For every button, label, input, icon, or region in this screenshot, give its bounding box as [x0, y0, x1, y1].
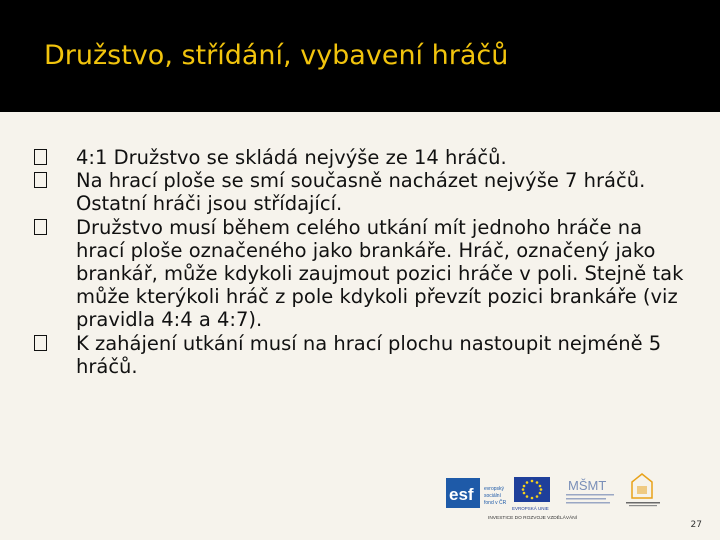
esf-caption-2: sociální: [484, 493, 501, 499]
title-bar: [0, 0, 720, 112]
bullet-list: [34, 146, 694, 378]
bullet-item: [34, 146, 694, 169]
bullet-marker-icon: [34, 149, 47, 165]
esf-caption-1: evropský: [484, 486, 505, 492]
bullet-marker-icon: [34, 335, 47, 351]
esf-logo-text: esf: [449, 485, 474, 504]
bullet-marker-icon: [34, 219, 47, 235]
page-number: 27: [690, 520, 702, 530]
bullet-item: [34, 216, 694, 332]
msmt-logo: [566, 478, 614, 504]
funding-logos: [446, 472, 668, 522]
bullet-text: K zahájení utkání musí na hrací plochu nastoupit nejméně 5 hráčů.: [76, 331, 662, 378]
bullet-text: Družstvo musí během celého utkání mít jednoho hráče na hrací ploše označeného jako brankáře. Hráč, označený jako brankář, může kdykoli zaujmout pozici hráče v poli. Stejně tak může kterýkoli hráč z pole kdykoli převzít pozici brankáře (viz pravidla 4:4 a 4:7).: [76, 215, 684, 332]
bullet-text: Na hrací ploše se smí současně nacházet nejvýše 7 hráčů. Ostatní hráči jsou střídající.: [76, 169, 646, 216]
bullet-marker-icon: [34, 172, 47, 188]
bullet-text: 4:1 Družstvo se skládá nejvýše ze 14 hráčů.: [76, 146, 507, 169]
msmt-logo-text: MŠMT: [568, 478, 607, 493]
op-logo: [626, 474, 660, 506]
eu-caption: EVROPSKÁ UNIE: [512, 506, 549, 511]
slide-title: Družstvo, střídání, vybavení hráčů: [44, 40, 509, 71]
bullet-item: [34, 169, 694, 215]
funding-footer-caption: INVESTICE DO ROZVOJE VZDĚLÁVÁNÍ: [488, 516, 578, 521]
bullet-item: [34, 332, 694, 378]
esf-logo: [446, 478, 507, 508]
eu-flag-logo: [512, 477, 550, 511]
funding-logos-graphic: [446, 472, 668, 522]
esf-caption-3: fond v ČR: [484, 500, 507, 506]
